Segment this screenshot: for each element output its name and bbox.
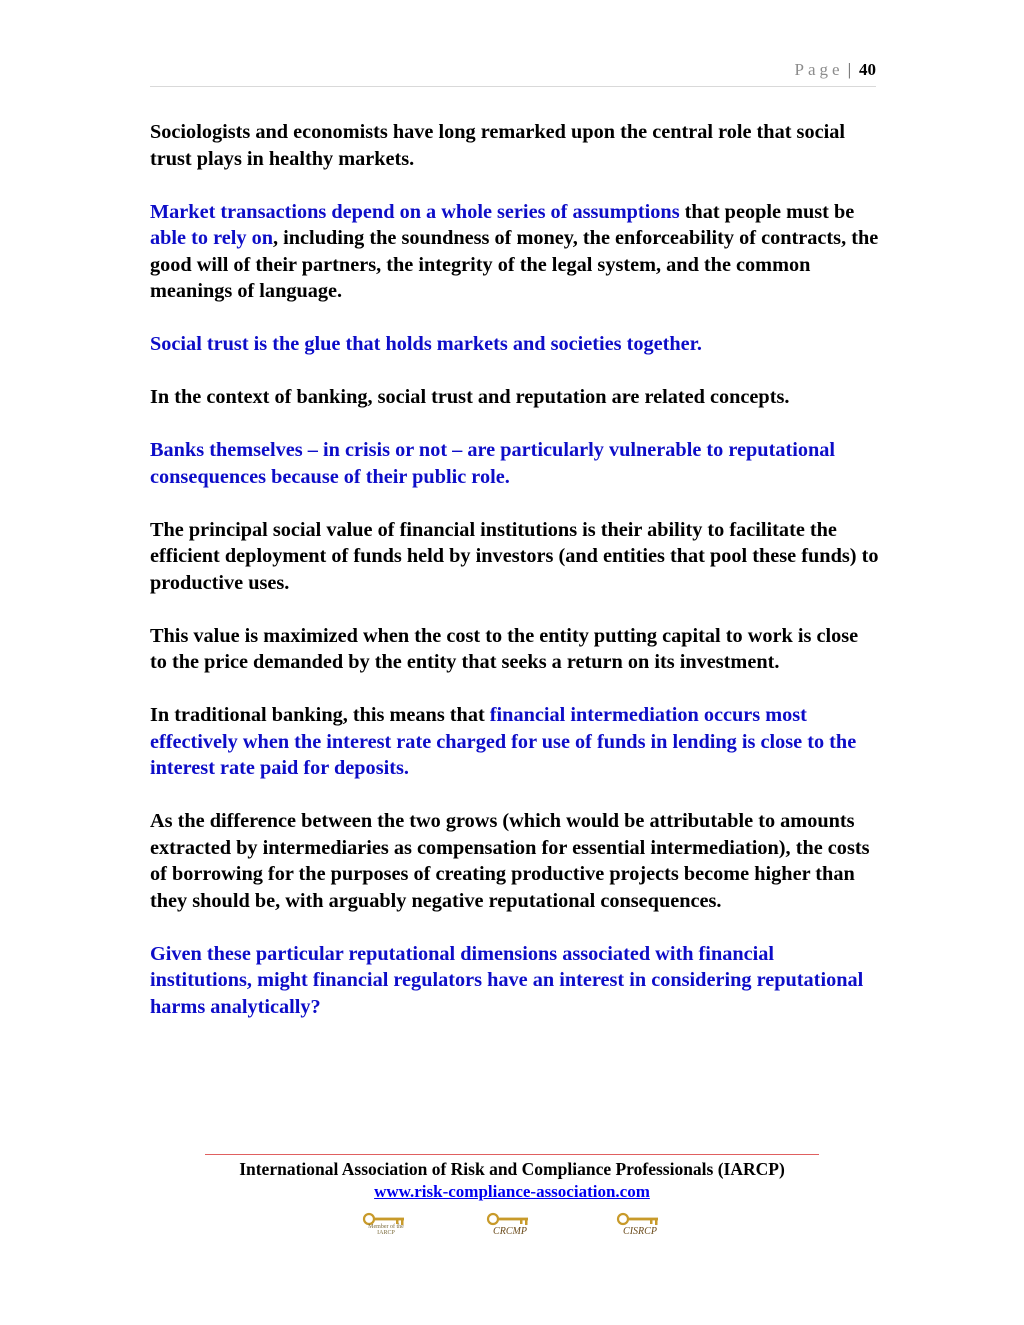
highlighted-text: financial intermediation occurs most effectively when the interest rate charged for use of funds in lending is close to the interest rate paid for deposits. [150, 704, 857, 779]
cisrcp-logo[interactable] [616, 1212, 664, 1240]
key-icon [616, 1212, 664, 1226]
paragraph [150, 119, 880, 172]
paragraph [150, 623, 880, 676]
page-header [150, 60, 876, 87]
highlighted-text: Market transactions depend on a whole series of assumptions [150, 200, 680, 223]
page-separator: | [847, 60, 851, 79]
page-number: 40 [859, 60, 876, 79]
paragraph [150, 808, 880, 914]
page-label: Page [794, 60, 844, 79]
body-text: In the context of banking, social trust and reputation are related concepts. [150, 386, 790, 408]
body-text: In traditional banking, this means that [150, 704, 490, 726]
cisrcp-logo-caption: CISRCP [623, 1226, 657, 1237]
body-text: that people must be [679, 200, 855, 223]
paragraph [150, 941, 880, 1021]
body-text: The principal social value of financial institutions is their ability to facilitate the efficient deployment of funds held by investors (and entities that pool these funds) to productive uses. [150, 518, 879, 594]
key-icon [486, 1212, 534, 1226]
certification-logos [0, 1212, 1024, 1242]
body-text: As the difference between the two grows (which would be attributable to amounts extracted by intermediaries as compensation for essential intermediation), the costs of borrowing for the purposes of creating productive projects become higher than they should be, with arguably negative reputational consequences. [150, 810, 870, 912]
body-text: This value is maximized when the cost to the entity putting capital to work is close to the price demanded by the entity that seeks a return on its investment. [150, 624, 859, 673]
highlighted-text: able to rely on [150, 227, 273, 249]
paragraph [150, 437, 880, 490]
member-logo[interactable] [362, 1212, 410, 1240]
crcmp-logo[interactable] [486, 1212, 534, 1240]
paragraph [150, 702, 880, 782]
highlighted-text: Banks themselves – in crisis or not – are particularly vulnerable to reputational consequences because of their public role. [150, 439, 836, 488]
paragraph [150, 331, 880, 358]
paragraph [150, 517, 880, 597]
page-footer [0, 1154, 1024, 1202]
highlighted-text: Given these particular reputational dimensions associated with financial institutions, might financial regulators have an interest in considering reputational harms analytically? [150, 942, 864, 1018]
crcmp-logo-caption: CRCMP [493, 1226, 527, 1237]
member-logo-caption: Member of the IARCP [368, 1224, 404, 1236]
paragraph [150, 384, 880, 411]
document-body [150, 119, 880, 1047]
website-link[interactable]: www.risk-compliance-association.com [374, 1182, 650, 1201]
body-text: , including the soundness of money, the enforceability of contracts, the good will of their partners, the integrity of the legal system, and the common meanings of language. [150, 227, 879, 302]
body-text: Sociologists and economists have long remarked upon the central role that social trust plays in healthy markets. [150, 121, 845, 170]
footer-divider [205, 1154, 819, 1155]
paragraph [150, 199, 880, 305]
organization-name: International Association of Risk and Compliance Professionals (IARCP) [239, 1159, 785, 1179]
highlighted-text: Social trust is the glue that holds markets and societies together. [150, 333, 702, 355]
